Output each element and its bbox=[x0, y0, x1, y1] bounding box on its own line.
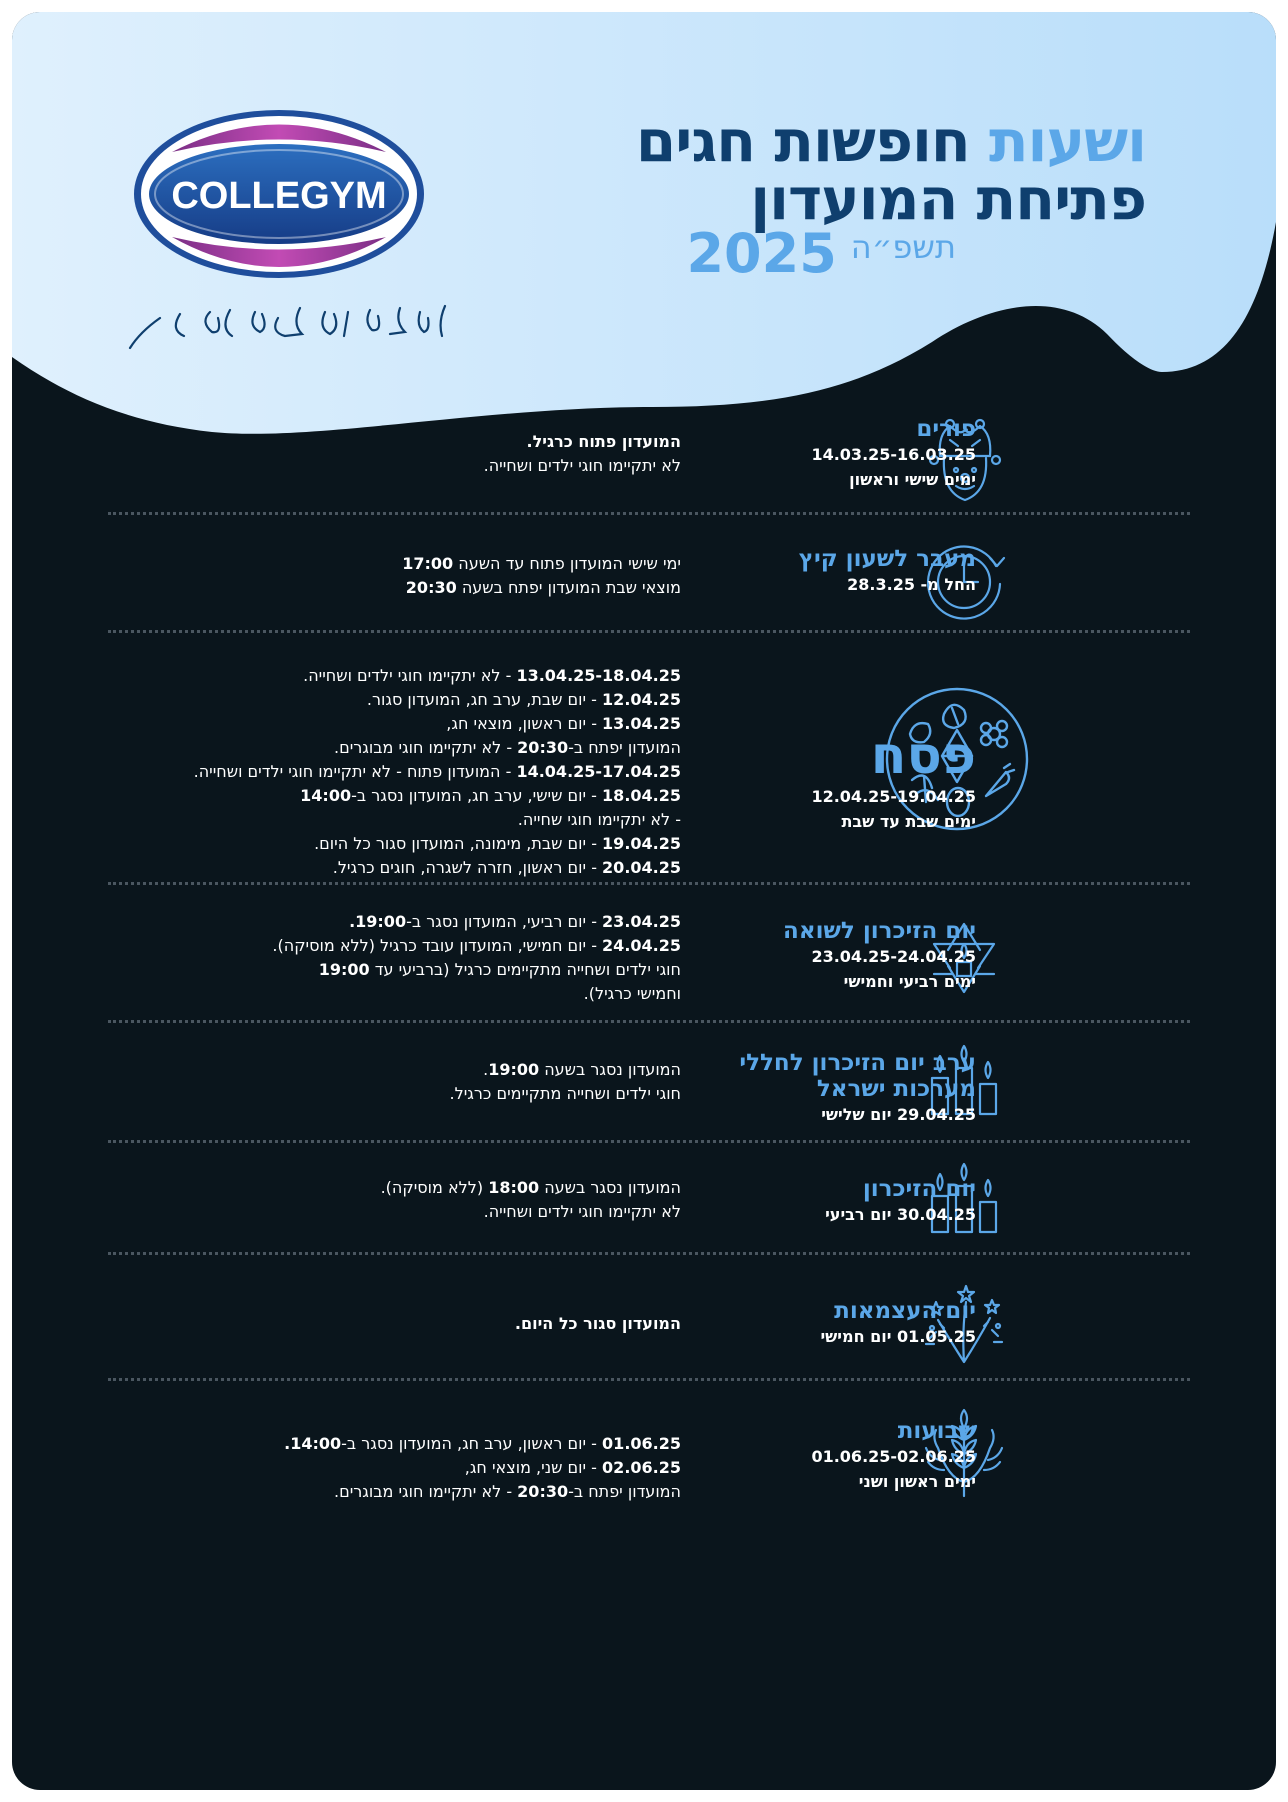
info-line: 24.04.25 - יום חמישי, המועדון עובד כרגיל (ללא מוסיקה). bbox=[272, 936, 681, 955]
info-line: המועדון יפתח ב-20:30 - לא יתקיימו חוגי מבוגרים. bbox=[333, 1482, 681, 1501]
section-label-summer-time bbox=[656, 546, 976, 597]
section-dates: 12.04.25-19.04.25 bbox=[811, 787, 976, 806]
info-line: 14.04.25-17.04.25 - המועדון פתוח - לא יתקיימו חוגי ילדים ושחייה. bbox=[193, 762, 681, 781]
info-line: 02.06.25 - יום שני, מוצאי חג, bbox=[464, 1458, 681, 1477]
section-info-holocaust-day bbox=[91, 910, 681, 1006]
info-line: 01.06.25 - יום ראשון, ערב חג, המועדון נסגר ב-14:00. bbox=[284, 1434, 681, 1453]
section-days: ימים רביעי וחמישי bbox=[843, 972, 976, 991]
section-divider bbox=[108, 1252, 1190, 1255]
section-divider bbox=[108, 1020, 1190, 1023]
section-name: פורים bbox=[916, 416, 976, 442]
logo-tagline-signature bbox=[120, 292, 460, 358]
section-days: ימים שבת עד שבת bbox=[841, 812, 976, 831]
section-name: שבועות bbox=[897, 1418, 976, 1444]
section-dates: 14.03.25-16.03.25 bbox=[811, 445, 976, 464]
info-line: מוצאי שבת המועדון יפתח בשעה 20:30 bbox=[405, 578, 681, 597]
info-line: המועדון סגור כל היום. bbox=[514, 1314, 681, 1333]
info-line: המועדון יפתח ב-20:30 - לא יתקיימו חוגי מבוגרים. bbox=[333, 738, 681, 757]
section-dates: 01.06.25-02.06.25 bbox=[811, 1447, 976, 1466]
title-line2: פתיחת המועדון bbox=[750, 165, 1146, 233]
info-line: המועדון נסגר בשעה 18:00 (ללא מוסיקה). bbox=[380, 1178, 681, 1197]
section-info-shavuot bbox=[91, 1432, 681, 1504]
section-name: יום הזיכרון לשואה bbox=[783, 918, 976, 944]
info-line: 23.04.25 - יום רביעי, המועדון נסגר ב-19:00. bbox=[349, 912, 681, 931]
info-line: 13.04.25 - יום ראשון, מוצאי חג, bbox=[446, 714, 681, 733]
section-info-independence-day bbox=[91, 1312, 681, 1336]
section-dates: 29.04.25 יום שלישי bbox=[821, 1105, 976, 1124]
page-title bbox=[635, 107, 1146, 233]
collegym-logo bbox=[132, 107, 427, 282]
info-line: ימי שישי המועדון פתוח עד השעה 17:00 bbox=[402, 554, 681, 573]
section-divider bbox=[108, 512, 1190, 515]
section-name: יום העצמאות bbox=[834, 1298, 976, 1324]
section-info-summer-time bbox=[91, 552, 681, 600]
section-divider bbox=[108, 630, 1190, 633]
section-dates: 30.04.25 יום רביעי bbox=[825, 1205, 976, 1224]
info-line: המועדון נסגר בשעה 19:00. bbox=[483, 1060, 681, 1079]
hebrew-year: תשפ״ה bbox=[850, 228, 956, 266]
poster-card bbox=[12, 12, 1276, 1790]
section-dates: 01.05.25 יום חמישי bbox=[820, 1327, 976, 1346]
section-info-passover bbox=[91, 664, 681, 880]
section-label-purim bbox=[656, 416, 976, 492]
logo-brand: COLLEGYM bbox=[171, 175, 387, 217]
section-name: יום הזיכרון bbox=[862, 1176, 976, 1202]
info-line: 19.04.25 - יום שבת, מימונה, המועדון סגור כל היום. bbox=[314, 834, 681, 853]
section-divider bbox=[108, 882, 1190, 885]
info-line: 18.04.25 - יום שישי, ערב חג, המועדון נסגר ב-14:00 bbox=[300, 786, 681, 805]
info-line: וחמישי כרגיל). bbox=[583, 984, 681, 1003]
section-name: מעבר לשעון קיץ bbox=[798, 546, 976, 572]
section-info-memorial-day bbox=[91, 1176, 681, 1224]
section-divider bbox=[108, 1378, 1190, 1381]
section-info-memorial-eve bbox=[91, 1058, 681, 1106]
section-name: ערב יום הזיכרון לחללי מערכות ישראל bbox=[739, 1050, 976, 1102]
section-label-independence-day bbox=[656, 1298, 976, 1349]
section-label-memorial-day bbox=[656, 1176, 976, 1227]
title-word-accent: ושעות bbox=[988, 107, 1146, 175]
section-name: פסח bbox=[870, 726, 976, 786]
info-line: - לא יתקיימו חוגי שחייה. bbox=[517, 810, 681, 829]
info-line: חוגי ילדים ושחייה מתקיימים כרגיל (ברביעי עד 19:00 bbox=[318, 960, 681, 979]
section-days: ימים שישי וראשון bbox=[849, 470, 976, 489]
section-days: ימים ראשון ושני bbox=[858, 1472, 976, 1491]
section-dates: 23.04.25-24.04.25 bbox=[811, 947, 976, 966]
section-info-purim bbox=[91, 430, 681, 478]
section-label-shavuot bbox=[656, 1418, 976, 1494]
section-label-holocaust-day bbox=[656, 918, 976, 994]
section-label-passover bbox=[656, 728, 976, 834]
info-line: 20.04.25 - יום ראשון, חזרה לשגרה, חוגים כרגיל. bbox=[332, 858, 681, 877]
info-line: לא יתקיימו חוגי ילדים ושחייה. bbox=[483, 1202, 681, 1221]
year-line bbox=[686, 222, 956, 285]
info-line: לא יתקיימו חוגי ילדים ושחייה. bbox=[483, 456, 681, 475]
info-line: 12.04.25 - יום שבת, ערב חג, המועדון סגור. bbox=[366, 690, 681, 709]
info-line: 13.04.25-18.04.25 - לא יתקיימו חוגי ילדים ושחייה. bbox=[303, 666, 681, 685]
info-line: המועדון פתוח כרגיל. bbox=[526, 432, 681, 451]
section-divider bbox=[108, 1140, 1190, 1143]
title-line1: חופשות חגים bbox=[635, 107, 970, 175]
year: 2025 bbox=[686, 222, 837, 285]
section-label-memorial-eve bbox=[656, 1050, 976, 1127]
info-line: חוגי ילדים ושחייה מתקיימים כרגיל. bbox=[449, 1084, 681, 1103]
section-dates: החל מ- 28.3.25 bbox=[847, 575, 976, 594]
